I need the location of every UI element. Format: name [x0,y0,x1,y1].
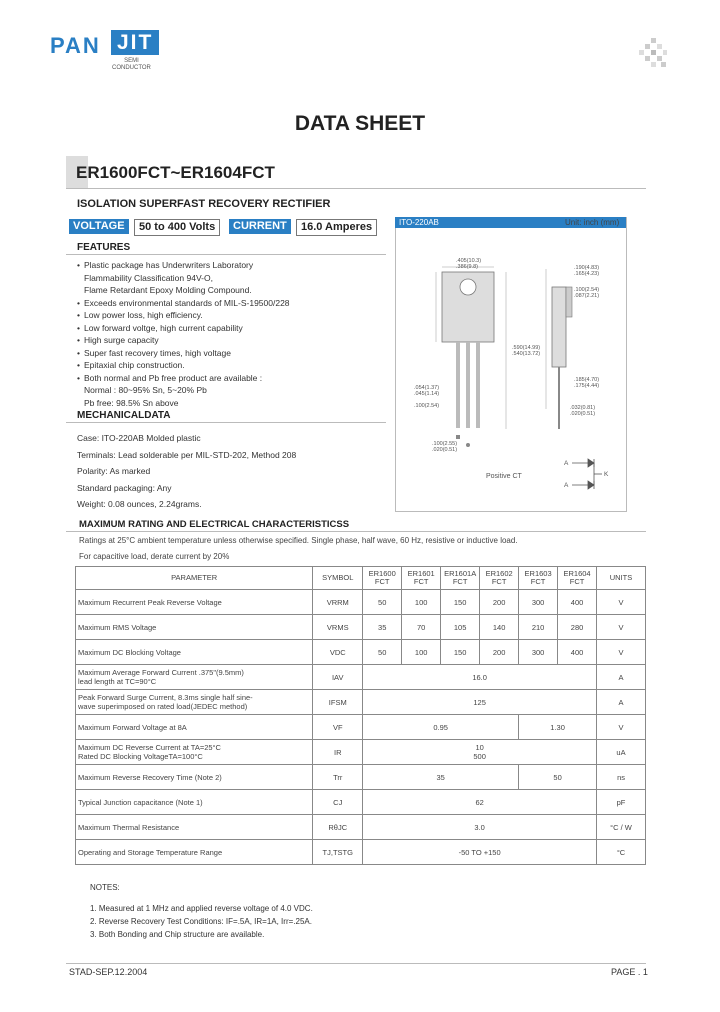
dim-text: .045(1.14) [414,391,440,397]
logo-subtitle [112,58,151,72]
param-line: Maximum Thermal Resistance [78,822,180,832]
feature-item: • High surge capacity [77,334,377,347]
dim-text: .020(0.51) [432,447,458,453]
param-line: Maximum Forward Voltage at 8A [78,722,187,732]
symbol-cell: VF [313,715,363,740]
value-cell: 100 [402,640,441,665]
table-row [76,690,646,715]
table-header-row [76,567,646,590]
symbol-cell: VRMS [313,615,363,640]
note-item: 3. Both Bonding and Chip structure are available. [90,930,265,939]
ratings-table [75,566,646,865]
value-cell: 300 [519,640,558,665]
value-cell [363,665,597,690]
feature-item: • Exceeds environmental standards of MIL-S-19500/228 [77,297,377,310]
value-cell: 50 [519,765,597,790]
value-line: 62 [475,797,484,807]
header-part-line: FCT [491,577,507,586]
value-cell: 400 [558,640,597,665]
value-cell: 210 [519,615,558,640]
value-line: 10 [475,743,484,752]
unit-cell: uA [597,740,646,765]
param-line: wave superimposed on rated load(JEDEC method) [78,702,248,711]
value-cell [363,815,597,840]
product-subtitle: ISOLATION SUPERFAST RECOVERY RECTIFIER [77,198,331,210]
header-part [441,567,480,590]
feature-item: Flammability Classification 94V-O, [84,272,213,283]
value-cell: 140 [480,615,519,640]
param-line: Maximum DC Blocking Voltage [78,647,181,657]
mounting-hole-icon [460,279,476,295]
current-label: CURRENT [229,219,291,234]
header-part-line: ER1601 [407,569,435,578]
table-row [76,665,646,690]
pin-a1-label: A [564,460,569,467]
header-part [519,567,558,590]
symbol-cell: CJ [313,790,363,815]
unit-cell: V [597,615,646,640]
feature-item: Flame Retardant Epoxy Molding Compound. [84,285,252,295]
param-cell [76,665,313,690]
unit-cell: A [597,690,646,715]
feature-item: • Super fast recovery times, high voltage [77,347,377,360]
dim-text: .405(10.3) [456,258,482,264]
symbol-cell: IR [313,740,363,765]
param-line: Typical Junction capacitance (Note 1) [78,797,203,807]
header-part-line: ER1604 [563,569,591,578]
package-outline-drawing [396,229,625,509]
header-part-line: FCT [413,577,429,586]
feature-item: • Plastic package has Underwriters Laboratory [77,259,377,272]
feature-item: Pb free: 98.5% Sn above [84,397,179,408]
value-cell: 150 [441,590,480,615]
unit-cell: V [597,590,646,615]
feature-item: Normal : 80~95% Sn, 5~20% Pb [84,385,207,395]
symbol-cell: VDC [313,640,363,665]
table-row [76,590,646,615]
value-line: 16.0 [472,672,487,682]
header-units: UNITS [597,567,646,590]
note-item: 2. Reverse Recovery Test Conditions: IF=.5A, IR=1A, Irr=.25A. [90,917,312,926]
voltage-value: 50 to 400 Volts [134,219,220,236]
value-line: 500 [473,752,486,761]
dim-text: .540(13.72) [512,351,541,357]
header-part-line: FCT [452,577,468,586]
lead-left [456,342,460,428]
pin-k-label: K [604,471,609,478]
note-item: 1. Measured at 1 MHz and applied reverse voltage of 4.0 VDC. [90,904,313,913]
param-cell [76,640,313,665]
value-cell: 100 [402,590,441,615]
header-part-line: ER1601A [444,569,477,578]
logo-pan-text: PAN [50,33,101,58]
header-part [558,567,597,590]
unit-cell: pF [597,790,646,815]
param-line: Rated DC Blocking VoltageTA=100°C [78,752,203,761]
page-title: DATA SHEET [294,112,426,135]
dim-text: .087(2.21) [574,293,600,299]
header-part [363,567,402,590]
param-line: Maximum DC Reverse Current at TA=25°C [78,743,221,752]
table-row [76,615,646,640]
value-cell: 150 [441,640,480,665]
param-cell [76,615,313,640]
mechanical-list [77,430,296,513]
param-line: Peak Forward Surge Current, 8.3ms single half sine- [78,693,253,702]
value-cell [363,790,597,815]
header-part-line: ER1600 [368,569,396,578]
ratings-note: Ratings at 25°C ambient temperature unless otherwise specified. Single phase, half wave, 60 Hz, resistive or inductive load. [79,536,518,545]
feature-item: • Epitaxial chip construction. [77,359,377,372]
diode-symbol-icon [572,459,602,489]
dim-text: .100(2.54) [574,287,600,293]
unit-cell: ns [597,765,646,790]
symbol-cell: IAV [313,665,363,690]
mechanical-item: Weight: 0.08 ounces, 2.24grams. [77,499,202,510]
value-cell [363,690,597,715]
header-parameter: PARAMETER [76,567,313,590]
feature-item: • Both normal and Pb free product are available : [77,372,377,385]
page-number: PAGE . 1 [611,967,648,977]
value-cell [363,740,597,765]
table-row [76,765,646,790]
mechanical-heading: MECHANICALDATA [77,410,171,421]
header-part [402,567,441,590]
ratings-rule [66,531,646,532]
table-row [76,790,646,815]
header-part-line: ER1602 [485,569,513,578]
logo-jit-text: JIT [111,30,159,55]
param-line: Maximum Average Forward Current .375"(9.5mm) [78,668,244,677]
header-part-line: FCT [569,577,585,586]
ratings-heading: MAXIMUM RATING AND ELECTRICAL CHARACTERISTICSS [79,519,350,530]
table-row [76,840,646,865]
mechanical-item: Terminals: Lead solderable per MIL-STD-202, Method 208 [77,449,297,460]
unit-cell: V [597,640,646,665]
dim-text: .190(4.83) [574,265,600,271]
dim-text: .175(4.44) [574,383,600,389]
mechanical-item: Polarity: As marked [77,466,151,477]
unit-label: Unit: inch (mm) [565,218,620,227]
param-cell [76,765,313,790]
value-line: -50 TO +150 [458,847,501,857]
unit-cell: °C [597,840,646,865]
dim-text: .054(1.37) [414,385,440,391]
value-cell: 200 [480,590,519,615]
value-line: 3.0 [474,822,485,832]
pin-a2-label: A [564,482,569,489]
package-name: ITO-220AB [399,218,439,227]
positive-ct-label: Positive CT [486,473,522,480]
param-line: Maximum Recurrent Peak Reverse Voltage [78,597,222,607]
unit-cell: V [597,715,646,740]
param-line: Maximum RMS Voltage [78,622,157,632]
decorative-dots-icon [637,38,667,68]
value-cell: 0.95 [363,715,519,740]
dim-text: .165(4.23) [574,271,600,277]
dim-text: .185(4.70) [574,377,600,383]
value-cell: 200 [480,640,519,665]
param-cell [76,840,313,865]
symbol-cell: RθJC [313,815,363,840]
symbol-cell: Trr [313,765,363,790]
notes-heading: NOTES: [90,883,120,892]
param-cell [76,715,313,740]
dim-text: .032(0.81) [570,405,596,411]
value-cell: 70 [402,615,441,640]
symbol-cell: IFSM [313,690,363,715]
current-value: 16.0 Amperes [296,219,377,236]
param-line: lead length at TC=90°C [78,677,157,686]
lead-right [476,342,480,428]
value-cell: 50 [363,640,402,665]
footer-rule [66,963,646,964]
lead-center [466,342,470,428]
feature-item: • Low power loss, high efficiency. [77,309,377,322]
value-line: 125 [473,697,486,707]
param-line: Maximum Reverse Recovery Time (Note 2) [78,772,222,782]
value-cell: 105 [441,615,480,640]
notes-list [90,902,313,941]
features-heading: FEATURES [77,242,131,253]
value-cell [363,840,597,865]
table-row [76,715,646,740]
mechanical-rule [66,422,386,423]
value-cell: 300 [519,590,558,615]
features-list [77,259,377,409]
feature-item: • Low forward voltge, high current capability [77,322,377,335]
dim-text: .020(0.51) [570,411,596,417]
value-cell: 35 [363,615,402,640]
side-view-body [552,287,566,367]
param-cell [76,815,313,840]
param-cell [76,740,313,765]
unit-cell: A [597,665,646,690]
logo-sub-line1: SEMI [124,58,139,64]
param-line: Operating and Storage Temperature Range [78,847,223,857]
symbol-cell: TJ,TSTG [313,840,363,865]
header-part-line: FCT [530,577,546,586]
header-symbol: SYMBOL [313,567,363,590]
mechanical-item: Case: ITO-220AB Molded plastic [77,433,201,443]
dim-text: .590(14.99) [512,345,541,351]
dim-text: .386(9.8) [456,264,479,270]
header-part-line: FCT [374,577,390,586]
features-rule [66,254,386,255]
unit-cell: °C / W [597,815,646,840]
value-cell: 280 [558,615,597,640]
header-part-line: ER1603 [524,569,552,578]
value-cell: 1.30 [519,715,597,740]
table-row [76,815,646,840]
table-row [76,640,646,665]
value-cell: 50 [363,590,402,615]
voltage-label: VOLTAGE [69,219,129,234]
param-cell [76,590,313,615]
part-number: ER1600FCT~ER1604FCT [76,163,275,182]
mechanical-item: Standard packaging: Any [77,482,172,493]
table-row [76,740,646,765]
ratings-note: For capacitive load, derate current by 20% [79,552,230,561]
param-cell [76,690,313,715]
dim-text: .100(2.54) [414,403,440,409]
header-part [480,567,519,590]
logo-sub-line2: CONDUCTOR [112,65,151,71]
symbol-cell: VRRM [313,590,363,615]
dim-text: .100(2.55) [432,441,458,447]
footer-date: STAD-SEP.12.2004 [69,967,148,977]
param-cell [76,790,313,815]
value-cell: 400 [558,590,597,615]
value-cell: 35 [363,765,519,790]
